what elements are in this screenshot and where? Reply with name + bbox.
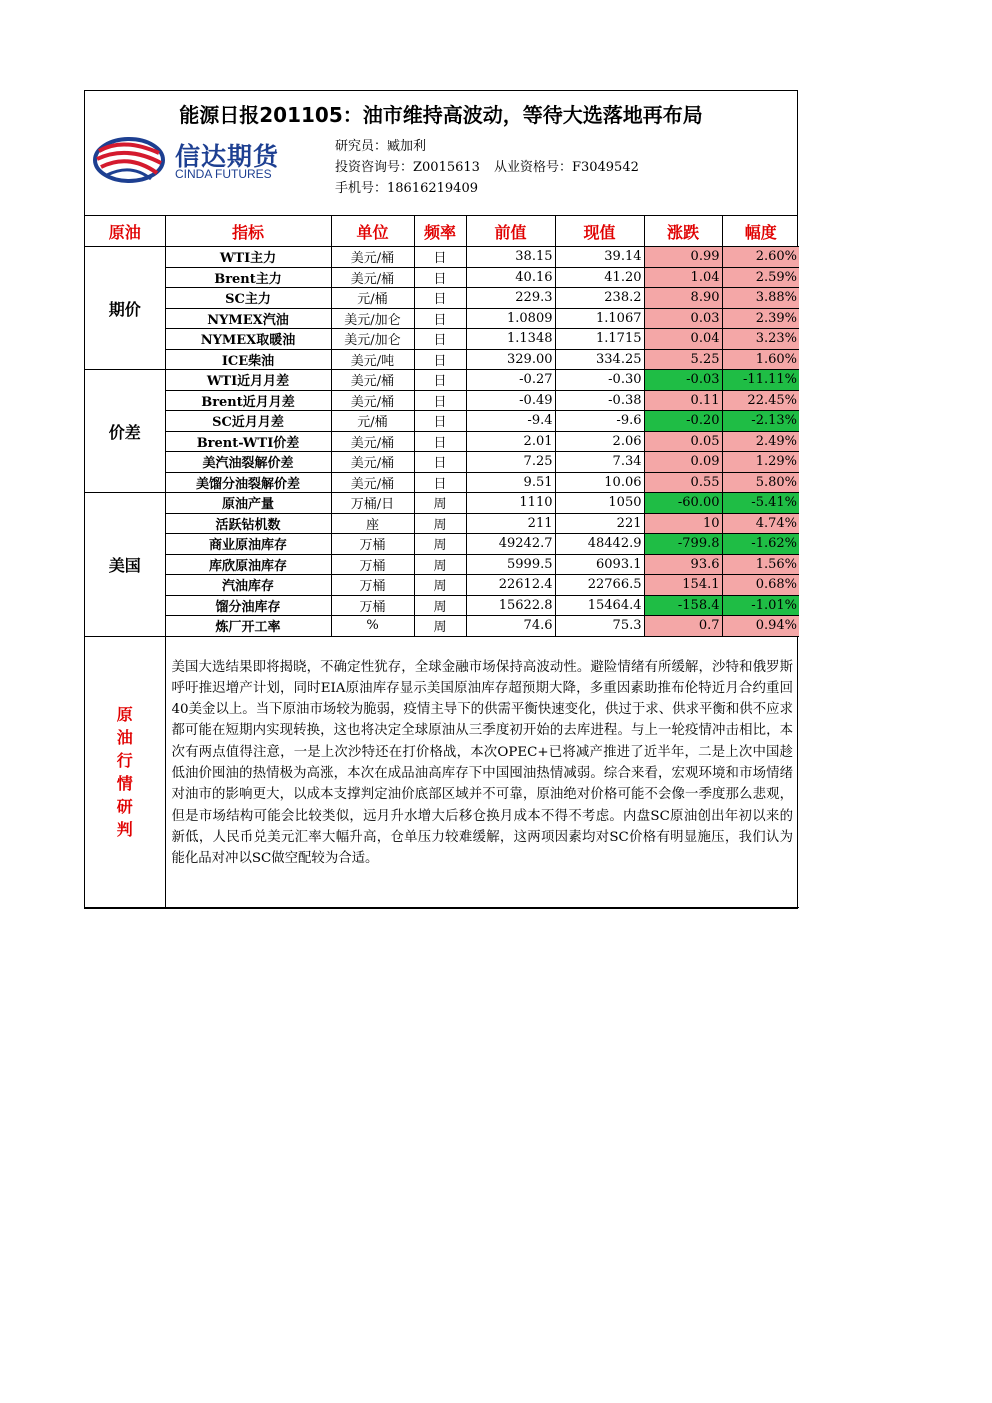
unit-cell: 美元/桶 [331, 431, 414, 452]
indicator-name: SC近月月差 [165, 411, 331, 432]
header-unit: 单位 [331, 216, 414, 247]
table-row [85, 554, 799, 575]
current-value: 238.2 [555, 288, 644, 309]
table-row [85, 595, 799, 616]
percent-value: 5.80% [722, 472, 799, 493]
unit-cell: 美元/桶 [331, 390, 414, 411]
cinda-swoosh-icon [93, 135, 165, 185]
previous-value: 1110 [466, 493, 555, 514]
table-row [85, 349, 799, 370]
percent-value: -1.62% [722, 534, 799, 555]
percent-value: -11.11% [722, 370, 799, 391]
unit-cell: 万桶 [331, 534, 414, 555]
table-row [85, 575, 799, 596]
change-value: -0.03 [644, 370, 722, 391]
percent-value: -1.01% [722, 595, 799, 616]
report-title: 能源日报201105：油市维持高波动，等待大选落地再布局 [179, 103, 703, 127]
frequency-cell: 日 [414, 288, 466, 309]
unit-cell: 万桶 [331, 595, 414, 616]
previous-value: 15622.8 [466, 595, 555, 616]
previous-value: 40.16 [466, 267, 555, 288]
indicator-name: Brent-WTI价差 [165, 431, 331, 452]
previous-value: 9.51 [466, 472, 555, 493]
analysis-label-char: 情 [116, 773, 133, 793]
current-value: 2.06 [555, 431, 644, 452]
change-value: -158.4 [644, 595, 722, 616]
unit-cell: 万桶/日 [331, 493, 414, 514]
table-row [85, 616, 799, 637]
current-value: 75.3 [555, 616, 644, 637]
table-row [85, 411, 799, 432]
current-value: -9.6 [555, 411, 644, 432]
unit-cell: 美元/桶 [331, 370, 414, 391]
qualification-line [335, 156, 639, 175]
current-value: -0.38 [555, 390, 644, 411]
analysis-label-char: 油 [116, 727, 133, 747]
change-value: 0.7 [644, 616, 722, 637]
change-value: 10 [644, 513, 722, 534]
percent-value: -5.41% [722, 493, 799, 514]
percent-value: 22.45% [722, 390, 799, 411]
current-value: 15464.4 [555, 595, 644, 616]
percent-value: 2.59% [722, 267, 799, 288]
qualification-number: 从业资格号：F3049542 [493, 160, 639, 175]
indicator-name: WTI近月月差 [165, 370, 331, 391]
header-current: 现值 [555, 216, 644, 247]
change-value: -0.20 [644, 411, 722, 432]
unit-cell: 美元/桶 [331, 452, 414, 473]
report-header [85, 91, 797, 216]
indicator-name: 库欣原油库存 [165, 554, 331, 575]
frequency-cell: 周 [414, 554, 466, 575]
percent-value: 1.56% [722, 554, 799, 575]
logo-cn-text: 信达期货 [175, 142, 280, 171]
previous-value: 22612.4 [466, 575, 555, 596]
change-value: 0.09 [644, 452, 722, 473]
frequency-cell: 周 [414, 575, 466, 596]
table-row [85, 288, 799, 309]
table-row [85, 329, 799, 350]
indicator-name: 汽油库存 [165, 575, 331, 596]
previous-value: 211 [466, 513, 555, 534]
frequency-cell: 日 [414, 452, 466, 473]
frequency-cell: 日 [414, 329, 466, 350]
researcher-name: 研究员：臧加利 [335, 139, 427, 154]
analysis-row [85, 636, 799, 907]
previous-value: 1.1348 [466, 329, 555, 350]
frequency-cell: 周 [414, 513, 466, 534]
previous-value: 38.15 [466, 247, 555, 268]
frequency-cell: 日 [414, 247, 466, 268]
change-value: 0.05 [644, 431, 722, 452]
frequency-cell: 日 [414, 431, 466, 452]
table-row [85, 308, 799, 329]
frequency-cell: 日 [414, 411, 466, 432]
table-row [85, 452, 799, 473]
change-value: 0.11 [644, 390, 722, 411]
frequency-cell: 周 [414, 534, 466, 555]
analysis-cell [165, 636, 799, 907]
change-value: 0.55 [644, 472, 722, 493]
change-value: 0.03 [644, 308, 722, 329]
table-row [85, 513, 799, 534]
percent-value: 1.60% [722, 349, 799, 370]
header-indicator: 指标 [165, 216, 331, 247]
header-change: 涨跌 [644, 216, 722, 247]
table-row [85, 370, 799, 391]
table-row [85, 493, 799, 514]
previous-value: -9.4 [466, 411, 555, 432]
indicator-name: 商业原油库存 [165, 534, 331, 555]
table-header-row [85, 216, 799, 247]
change-value: 154.1 [644, 575, 722, 596]
unit-cell: 美元/吨 [331, 349, 414, 370]
consult-number: 投资咨询号：Z0015613 [335, 160, 480, 175]
percent-value: 2.60% [722, 247, 799, 268]
current-value: 1050 [555, 493, 644, 514]
change-value: 0.99 [644, 247, 722, 268]
frequency-cell: 日 [414, 472, 466, 493]
table-row [85, 390, 799, 411]
indicator-name: Brent近月月差 [165, 390, 331, 411]
percent-value: 4.74% [722, 513, 799, 534]
header-percent: 幅度 [722, 216, 799, 247]
unit-cell: 美元/加仑 [331, 308, 414, 329]
current-value: 39.14 [555, 247, 644, 268]
change-value: -60.00 [644, 493, 722, 514]
percent-value: 0.68% [722, 575, 799, 596]
change-value: 0.04 [644, 329, 722, 350]
percent-value: 2.49% [722, 431, 799, 452]
indicator-name: 美汽油裂解价差 [165, 452, 331, 473]
previous-value: 2.01 [466, 431, 555, 452]
previous-value: 49242.7 [466, 534, 555, 555]
change-value: 8.90 [644, 288, 722, 309]
analysis-label [85, 636, 165, 907]
percent-value: 2.39% [722, 308, 799, 329]
previous-value: -0.49 [466, 390, 555, 411]
percent-value: 3.23% [722, 329, 799, 350]
frequency-cell: 周 [414, 616, 466, 637]
percent-value: 0.94% [722, 616, 799, 637]
unit-cell: 座 [331, 513, 414, 534]
previous-value: 329.00 [466, 349, 555, 370]
table-row [85, 534, 799, 555]
previous-value: 7.25 [466, 452, 555, 473]
analysis-text: 美国大选结果即将揭晓，不确定性犹存，全球金融市场保持高波动性。避险情绪有所缓解，沙特和俄罗斯呼吁推迟增产计划，同时EIA原油库存显示美国原油库存超预期大降，多重因素助推布伦特近月合约重回40美金以上。当下原油市场较为脆弱，疫情主导下的供需平衡快速变化，供过于求、供求平衡和供不应求都可能在短期内实现转换，这也将决定全球原油从三季度初开始的去库进程。与上一轮疫情冲击相比，本次有两点值得注意，一是上次沙特还在打价格战，本次OPEC+已将减产推进了近半年，二是上次中国趁低油价囤油的热情极为高涨，本次在成品油高库存下中国囤油热情减弱。综合来看，宏观环境和市场情绪对油市的影响更大，以成本支撑判定油价底部区域并不可靠，原油绝对价格可能不会像一季度那么悲观，但是市场结构可能会比较类似，远月升水增大后移仓换月成本不得不考虑。内盘SC原油创出年初以来的新低，人民币兑美元汇率大幅升高，仓单压力较难缓解，这两项因素均对SC价格有明显施压，我们认为能化品对冲以SC做空配较为合适。 [171, 659, 793, 867]
unit-cell: 元/桶 [331, 288, 414, 309]
unit-cell: 美元/桶 [331, 267, 414, 288]
frequency-cell: 日 [414, 267, 466, 288]
frequency-cell: 日 [414, 349, 466, 370]
percent-value: 1.29% [722, 452, 799, 473]
percent-value: 3.88% [722, 288, 799, 309]
table-row [85, 431, 799, 452]
analysis-label-char: 原 [116, 704, 133, 724]
table-row [85, 472, 799, 493]
analysis-label-char: 行 [116, 750, 133, 770]
indicator-name: 炼厂开工率 [165, 616, 331, 637]
indicator-name: 美馏分油裂解价差 [165, 472, 331, 493]
previous-value: 229.3 [466, 288, 555, 309]
frequency-cell: 周 [414, 595, 466, 616]
percent-value: -2.13% [722, 411, 799, 432]
current-value: 22766.5 [555, 575, 644, 596]
indicator-name: 活跃钻机数 [165, 513, 331, 534]
current-value: 1.1715 [555, 329, 644, 350]
current-value: 7.34 [555, 452, 644, 473]
analysis-label-char: 判 [116, 819, 133, 839]
previous-value: 74.6 [466, 616, 555, 637]
indicator-name: 原油产量 [165, 493, 331, 514]
indicator-name: 馏分油库存 [165, 595, 331, 616]
current-value: 10.06 [555, 472, 644, 493]
current-value: 334.25 [555, 349, 644, 370]
frequency-cell: 周 [414, 493, 466, 514]
indicator-name: SC主力 [165, 288, 331, 309]
header-frequency: 频率 [414, 216, 466, 247]
indicator-name: WTI主力 [165, 247, 331, 268]
previous-value: 1.0809 [466, 308, 555, 329]
current-value: 6093.1 [555, 554, 644, 575]
table-row [85, 267, 799, 288]
energy-daily-report [84, 90, 798, 909]
logo-en-text: CINDA FUTURES [175, 167, 272, 181]
unit-cell: 美元/桶 [331, 472, 414, 493]
previous-value: -0.27 [466, 370, 555, 391]
unit-cell: 万桶 [331, 554, 414, 575]
cinda-logo [93, 135, 303, 185]
category-cell: 期价 [85, 247, 165, 370]
unit-cell: 万桶 [331, 575, 414, 596]
indicator-name: NYMEX取暖油 [165, 329, 331, 350]
analysis-label-char: 研 [116, 796, 133, 816]
indicator-table [85, 216, 799, 908]
header-previous: 前值 [466, 216, 555, 247]
unit-cell: 美元/桶 [331, 247, 414, 268]
category-cell: 价差 [85, 370, 165, 493]
current-value: 41.20 [555, 267, 644, 288]
unit-cell: 美元/加仑 [331, 329, 414, 350]
category-cell: 美国 [85, 493, 165, 637]
current-value: -0.30 [555, 370, 644, 391]
current-value: 48442.9 [555, 534, 644, 555]
frequency-cell: 日 [414, 370, 466, 391]
indicator-name: Brent主力 [165, 267, 331, 288]
unit-cell: % [331, 616, 414, 637]
change-value: 1.04 [644, 267, 722, 288]
change-value: 93.6 [644, 554, 722, 575]
phone-number: 手机号：18616219409 [335, 181, 478, 196]
unit-cell: 元/桶 [331, 411, 414, 432]
frequency-cell: 日 [414, 308, 466, 329]
indicator-name: NYMEX汽油 [165, 308, 331, 329]
header-crude: 原油 [85, 216, 165, 247]
previous-value: 5999.5 [466, 554, 555, 575]
table-row [85, 247, 799, 268]
change-value: 5.25 [644, 349, 722, 370]
frequency-cell: 日 [414, 390, 466, 411]
current-value: 1.1067 [555, 308, 644, 329]
current-value: 221 [555, 513, 644, 534]
indicator-name: ICE柴油 [165, 349, 331, 370]
change-value: -799.8 [644, 534, 722, 555]
